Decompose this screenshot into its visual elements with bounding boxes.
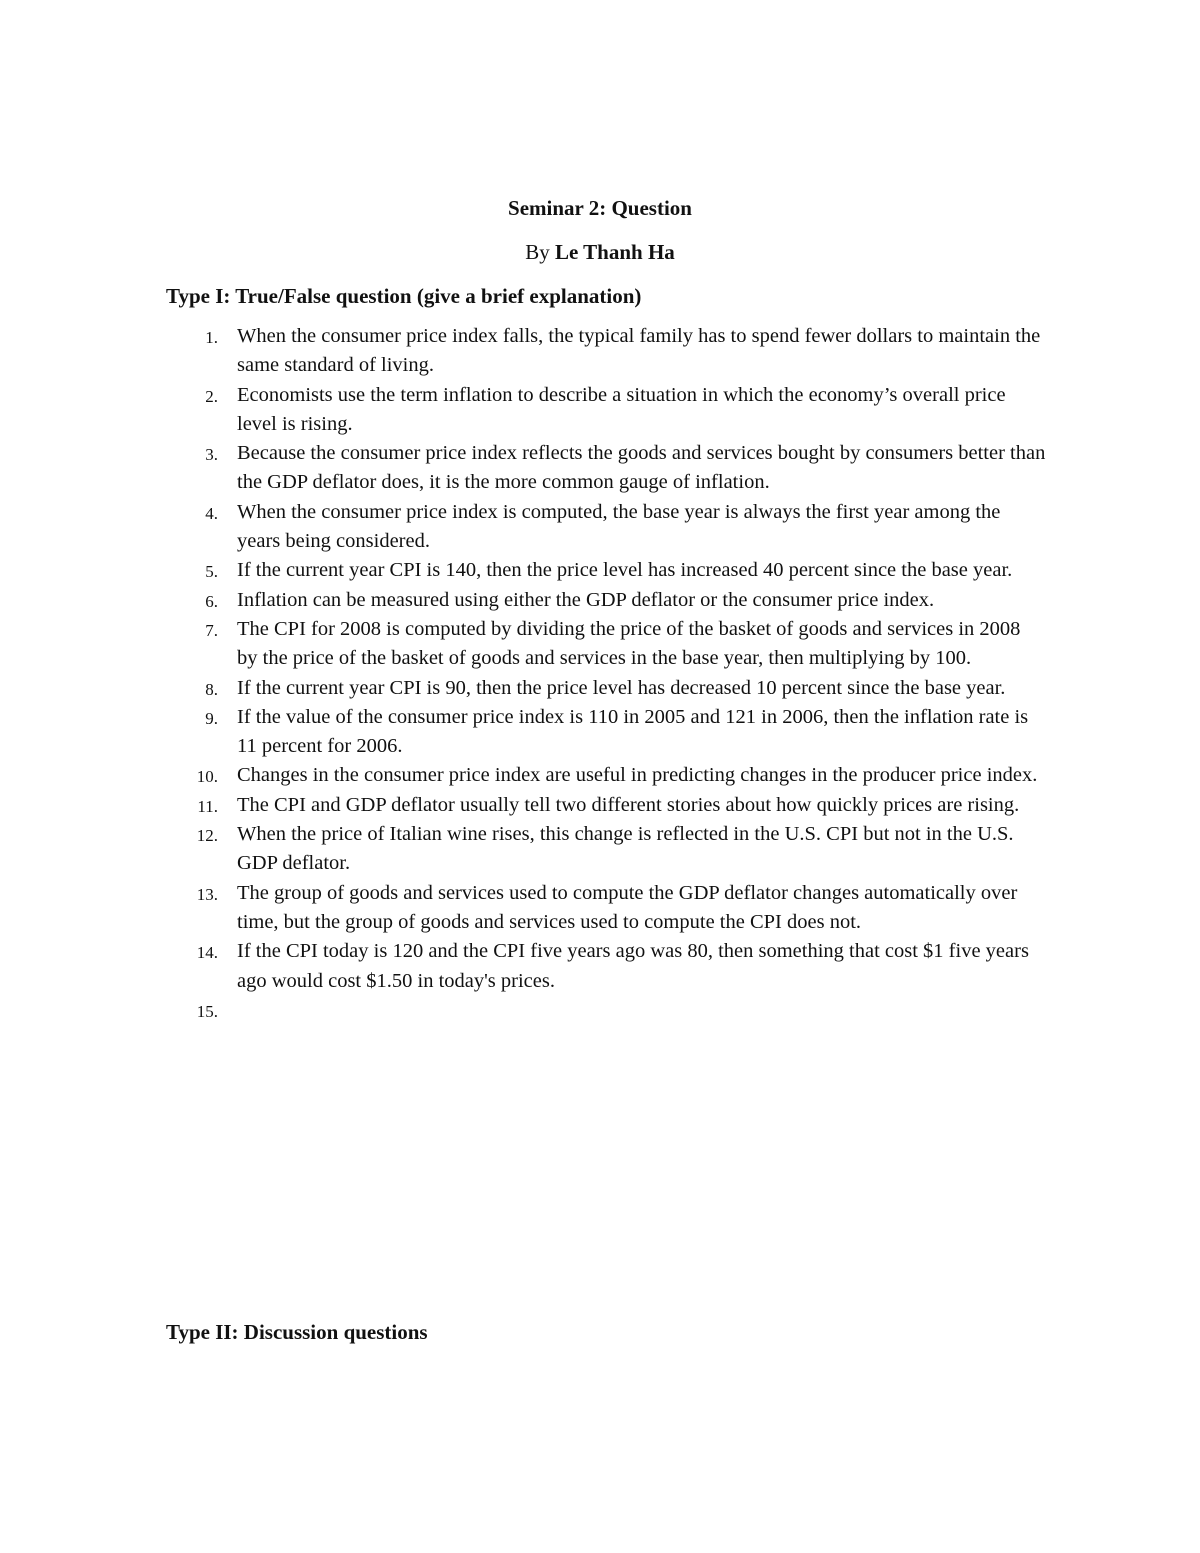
question-item [166, 761, 1046, 790]
question-text: Inflation can be measured using either the GDP deflator or the consumer price index. [237, 588, 935, 611]
question-text: If the value of the consumer price index is 110 in 2005 and 121 in 2006, then the inflation rate is 11 percent for 2006. [237, 705, 1029, 758]
question-text [237, 996, 1046, 1025]
question-number: 1. [205, 328, 218, 347]
question-item [166, 937, 1046, 996]
question-number: 15. [196, 1001, 218, 1021]
document-title: Seminar 2: Question [508, 196, 692, 220]
question-item [166, 820, 1046, 879]
question-number: 9. [205, 708, 218, 728]
question-number: 2. [205, 386, 218, 406]
question-item [166, 674, 1046, 703]
question-number: 4. [205, 503, 218, 523]
section-heading-type-2: Type II: Discussion questions [166, 1320, 428, 1344]
author-prefix: By [525, 240, 555, 264]
author-line [0, 237, 1200, 267]
question-text: Changes in the consumer price index are useful in predicting changes in the producer price index. [237, 764, 1038, 787]
question-item [166, 498, 1046, 557]
question-number: 5. [205, 562, 218, 582]
question-number: 7. [205, 620, 218, 640]
question-text: When the consumer price index falls, the typical family has to spend fewer dollars to maintain the same standard of living. [237, 325, 1041, 377]
question-text: If the current year CPI is 90, then the price level has decreased 10 percent since the base year. [237, 676, 1006, 699]
question-item [166, 703, 1046, 762]
author-name: Le Thanh Ha [554, 240, 675, 264]
question-item [166, 996, 1046, 1025]
question-text: When the consumer price index is computed, the base year is always the first year among the years being considered. [237, 500, 1001, 553]
question-text: The CPI for 2008 is computed by dividing the price of the basket of goods and services in 2008 by the price of the basket of goods and services in the base year, then multiplying by 100. [237, 617, 1021, 670]
question-item [166, 791, 1046, 820]
question-number: 6. [205, 591, 218, 611]
question-number: 14. [196, 943, 218, 963]
question-item [166, 615, 1046, 674]
question-item [166, 439, 1046, 498]
question-number: 13. [196, 884, 218, 904]
question-text: If the CPI today is 120 and the CPI five years ago was 80, then something that cost $1 five years ago would cost $1.50 in today's prices. [237, 940, 1029, 992]
question-number: 10. [196, 767, 218, 787]
question-item [166, 879, 1046, 938]
question-text: The group of goods and services used to compute the GDP deflator changes automatically over time, but the group of goods and services used to compute the CPI does not. [237, 881, 1018, 933]
question-text: Economists use the term inflation to describe a situation in which the economy’s overall price level is rising. [237, 383, 1006, 435]
question-number: 11. [197, 796, 218, 816]
question-number: 12. [196, 826, 218, 846]
question-text: The CPI and GDP deflator usually tell two different stories about how quickly prices are rising. [237, 793, 1020, 816]
question-list [166, 322, 1046, 1025]
question-item [166, 322, 1046, 381]
question-item [166, 381, 1046, 440]
question-number: 3. [205, 445, 218, 465]
question-number: 8. [205, 679, 218, 699]
question-text: Because the consumer price index reflects the goods and services bought by consumers better than the GDP deflator does, it is the more common gauge of inflation. [237, 442, 1046, 494]
question-text: If the current year CPI is 140, then the price level has increased 40 percent since the base year. [237, 559, 1013, 582]
section-heading-type-1: Type I: True/False question (give a brief explanation) [166, 284, 642, 308]
question-item [166, 556, 1046, 585]
question-text: When the price of Italian wine rises, this change is reflected in the U.S. CPI but not in the U.S. GDP deflator. [237, 823, 1014, 875]
question-item [166, 586, 1046, 615]
